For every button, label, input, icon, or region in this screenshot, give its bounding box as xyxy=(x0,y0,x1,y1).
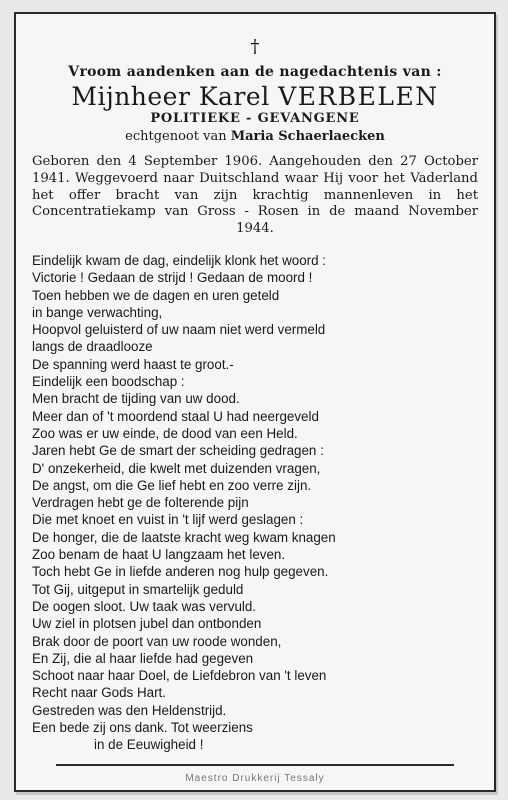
poem-line: Victorie ! Gedaan de strijd ! Gedaan de moord ! xyxy=(32,270,313,286)
bottom-rule xyxy=(56,764,454,766)
memorial-card xyxy=(14,12,496,792)
poem-closing-line: in de Eeuwigheid ! xyxy=(94,737,204,753)
poem-line: Hoopvol geluisterd of uw naam niet werd vermeld xyxy=(32,322,326,338)
card-content xyxy=(32,14,478,790)
poem-line: En Zij, die al haar liefde had gegeven xyxy=(32,650,254,666)
surname: VERBELEN xyxy=(278,82,439,111)
poem-line: Verdragen hebt ge de folterende pijn xyxy=(32,495,249,511)
poem-line: Tot Gij, uitgeput in smartelijk geduld xyxy=(32,581,244,597)
spouse-line xyxy=(32,129,478,144)
cross-icon: † xyxy=(250,36,260,57)
poem-line: langs de draadlooze xyxy=(32,339,153,355)
poem-line: De honger, die de laatste kracht weg kwam knagen xyxy=(32,529,336,545)
poem-line: Men bracht de tijding van uw dood. xyxy=(32,391,240,407)
poem-line: Een bede zij ons dank. Tot weerziens xyxy=(32,720,253,735)
spouse-prefix: echtgenoot van xyxy=(125,129,231,144)
intro-text: Vroom aandenken aan de nagedachtenis van : xyxy=(68,64,442,80)
poem-line: Die met knoet en vuist in 't lijf werd geslagen : xyxy=(32,512,304,528)
poem-line: Toen hebben we de dagen en uren geteld xyxy=(32,287,280,303)
poem-line: Gestreden was den Heldenstrijd. xyxy=(32,702,227,718)
deceased-name xyxy=(32,82,478,112)
spouse-name: Maria Schaerlaecken xyxy=(230,129,385,144)
poem-line: De spanning werd haast te groot.- xyxy=(32,356,234,372)
poem-line: Eindelijk kwam de dag, eindelijk klonk het woord : xyxy=(32,252,327,268)
poem xyxy=(32,252,478,754)
poem-line: De oogen sloot. Uw taak was vervuld. xyxy=(32,598,257,614)
poem-line: Eindelijk een boodschap : xyxy=(32,374,185,390)
poem-line: Recht naar Gods Hart. xyxy=(32,685,166,701)
poem-line: Zoo benam de haat U langzaam het leven. xyxy=(32,547,286,563)
poem-line: Jaren hebt Ge de smart der scheiding gedragen : xyxy=(32,443,324,459)
name-prefix: Mijnheer Karel xyxy=(71,82,279,111)
role-title: POLITIEKE - GEVANGENE xyxy=(150,111,360,126)
printer-imprint: Maestro Drukkerij Tessaly xyxy=(185,773,325,784)
poem-line: Toch hebt Ge in liefde anderen nog hulp gegeven. xyxy=(32,564,329,580)
poem-line: in bange verwachting, xyxy=(32,304,163,320)
poem-line: Brak door de poort van uw roode wonden, xyxy=(32,633,282,649)
poem-line: Meer dan of 't moordend staal U had neergeveld xyxy=(32,408,319,424)
poem-line: Uw ziel in plotsen jubel dan ontbonden xyxy=(32,616,262,632)
poem-line: Schoot naar haar Doel, de Liefdebron van 't leven xyxy=(32,668,327,684)
poem-line: De angst, om die Ge lief hebt en zoo verre zijn. xyxy=(32,477,312,493)
biography: Geboren den 4 September 1906. Aangehouden den 27 October 1941. Weggevoerd naar Duitschland waar Hij voor het Vaderland het offer bracht van zijn krachtig mannenleven in het Concentratiekamp van Gross - Rosen in de maand November 1944. xyxy=(32,154,478,237)
poem-line: Zoo was er uw einde, de dood van een Held. xyxy=(32,425,298,441)
poem-line: D' onzekerheid, die kwelt met duizenden vragen, xyxy=(32,460,321,476)
